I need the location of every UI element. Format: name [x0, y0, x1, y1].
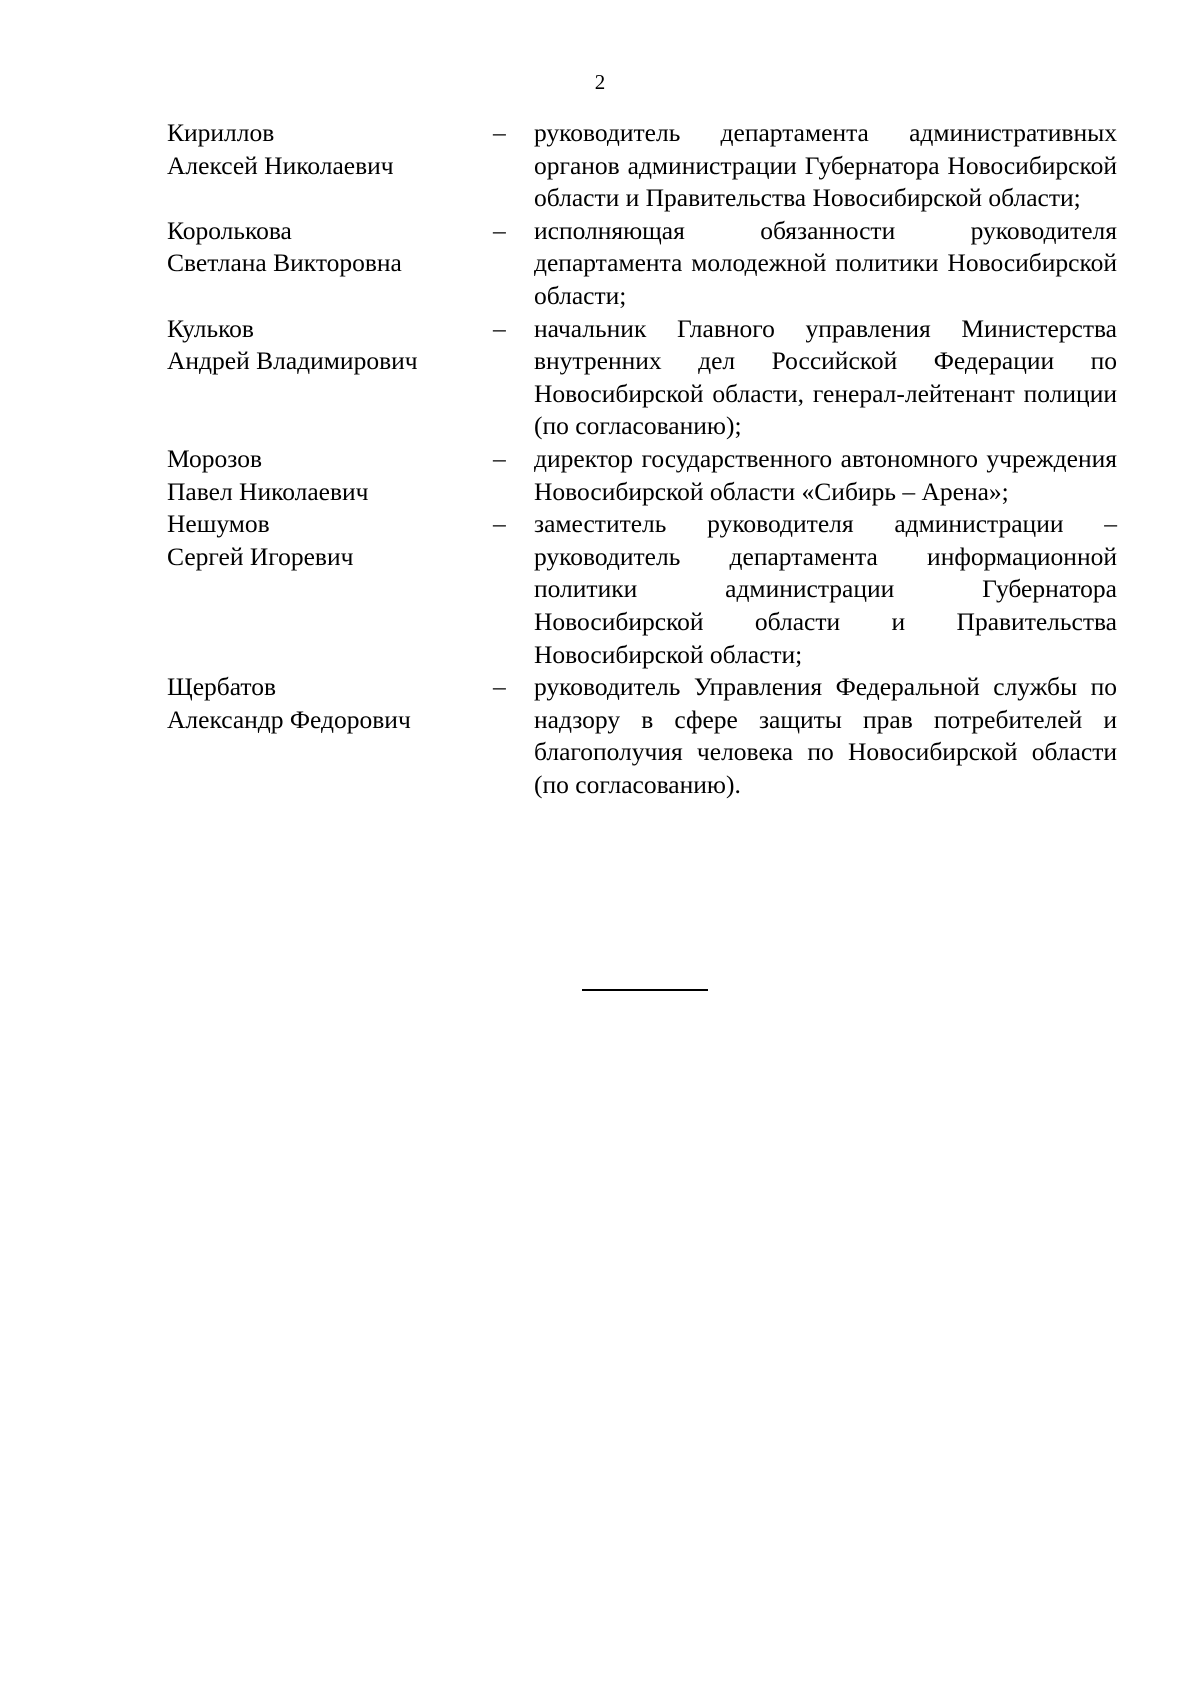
member-position: заместитель руководителя администрации – руководитель департамента информационной политики администрации Губернатора Новосибирской области и Правительства Новосибирской области;	[534, 509, 1117, 669]
dash-separator: –	[493, 509, 506, 539]
member-surname: Кириллов	[167, 118, 275, 147]
member-name	[167, 313, 493, 378]
member-name	[167, 443, 493, 508]
member-name	[167, 671, 493, 736]
member-name	[167, 215, 493, 280]
member-given-names: Светлана Викторовна	[167, 248, 402, 278]
member-name	[167, 508, 493, 573]
member-given-names: Алексей Николаевич	[167, 150, 394, 180]
dash-separator: –	[493, 313, 506, 343]
dash-separator: –	[493, 672, 506, 702]
member-surname: Нешумов	[167, 509, 270, 539]
member-position: руководитель Управления Федеральной службы по надзору в сфере защиты прав потребителей и благополучия человека по Новосибирской области (по согласованию).	[534, 672, 1117, 799]
dash-separator: –	[493, 118, 506, 147]
page-number: 2	[594, 70, 606, 94]
member-surname: Щербатов	[167, 672, 277, 702]
dash-separator: –	[493, 443, 506, 473]
member-position: директор государственного автономного учреждения Новосибирской области «Сибирь – Арена»;	[534, 443, 1117, 506]
member-given-names: Андрей Владимирович	[167, 346, 418, 376]
member-entry	[167, 313, 1125, 443]
member-position: начальник Главного управления Министерства внутренних дел Российской Федерации по Новосибирской области, генерал-лейтенант полиции (по согласованию);	[534, 313, 1117, 441]
end-divider	[582, 989, 708, 991]
member-surname: Кульков	[167, 313, 254, 343]
member-given-names: Сергей Игоревич	[167, 541, 354, 571]
member-given-names: Александр Федорович	[167, 704, 411, 734]
member-name	[167, 117, 493, 182]
member-position: руководитель департамента административных органов администрации Губернатора Новосибирской области и Правительства Новосибирской области;	[534, 118, 1117, 213]
member-entry	[167, 671, 1125, 801]
member-given-names: Павел Николаевич	[167, 476, 369, 506]
member-entry	[167, 443, 1125, 508]
member-surname: Морозов	[167, 443, 263, 473]
members-list	[167, 117, 1125, 801]
dash-separator: –	[493, 215, 506, 245]
member-entry	[167, 117, 1125, 215]
member-surname: Королькова	[167, 215, 292, 245]
member-position: исполняющая обязанности руководителя департамента молодежной политики Новосибирской области;	[534, 215, 1117, 310]
member-entry	[167, 508, 1125, 671]
member-entry	[167, 215, 1125, 313]
